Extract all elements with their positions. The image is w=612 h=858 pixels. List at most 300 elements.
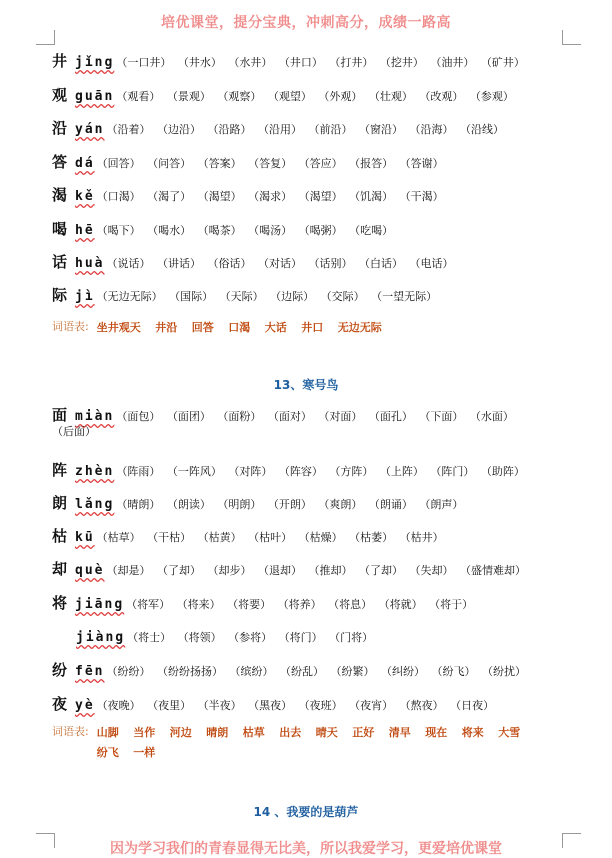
word-text: 爽朗 [329,498,352,511]
compound-word: （外观） [318,90,363,103]
compound-word: （答案） [197,157,242,170]
compound-word: （一口井） [116,56,172,69]
compound-word: （油井） [430,56,475,69]
word-text: 助阵 [491,465,514,478]
word-text: 将门 [289,631,312,644]
compound-word: （渴望） [298,190,343,203]
word-text: 讲话 [168,257,190,270]
pinyin: hē [75,223,95,238]
vocab-item: 山脚 [96,726,119,739]
compound-word: （阵容） [278,465,323,478]
compound-word: （却是） [106,564,151,577]
compound-word: （干枯） [147,531,192,544]
word-text: 阵容 [289,465,312,478]
word-text: 矿井 [491,56,514,69]
compound-word: （半夜） [197,699,242,712]
compound-word: （纷繁） [330,665,375,678]
compound-word: （观望） [267,90,312,103]
word-text: 纠纷 [392,665,414,678]
char-entry [76,630,588,645]
crop-mark-top-right [562,30,581,45]
compound-word: （缤纷） [229,665,274,678]
word-text: 沿用 [269,123,291,136]
word-text: 渴望 [208,190,231,203]
compound-word: （景观） [166,90,211,103]
vocab-item: 坐井观天 [96,321,141,334]
char-entry [52,496,564,512]
word-text: 面团 [177,410,200,423]
compound-word: （前沿） [308,123,353,136]
compound-word: （方阵） [329,465,374,478]
word-text: 井水 [188,56,211,69]
compound-word: （面孔） [368,410,413,423]
word-text: 将息 [339,598,362,611]
word-text: 纷繁 [341,665,364,678]
compound-word: （将息） [328,598,373,611]
section-title: 14 、我要的是葫芦 [253,805,359,819]
hanzi-char: 际 [52,286,68,304]
compound-word: （窗沿） [359,123,403,136]
word-text: 对话 [269,257,291,270]
word-text: 水面 [480,410,503,423]
word-text: 答谢 [410,157,433,170]
word-text: 枯井 [410,531,433,544]
compound-word: （了却） [157,564,201,577]
compound-word: （枯黄） [197,531,242,544]
page-footer: 因为学习我们的青春显得无比美，所以我爱学习，更爱培优课堂 [110,841,502,857]
compound-word: （面粉） [217,410,262,423]
compound-word: （将军） [126,598,171,611]
crop-mark-top-left [36,30,55,45]
compound-word: （喝粥） [298,224,343,237]
compound-word: （观察） [217,90,262,103]
hanzi-char: 话 [52,253,68,271]
word-text: 将要 [238,598,261,611]
pinyin: fēn [75,664,105,679]
compound-word: （电话） [409,257,454,270]
word-text: 将于 [440,598,463,611]
char-entry [52,697,564,713]
word-text: 盛情难却 [471,564,515,577]
compound-word: （枯草） [96,531,141,544]
word-text: 前沿 [319,123,342,136]
compound-word: （退却） [258,564,302,577]
word-text: 渴求 [259,190,282,203]
char-entry [52,188,564,204]
word-text: 国际 [180,290,203,303]
word-text: 沿线 [471,123,493,136]
word-text: 半夜 [208,699,231,712]
compound-word: （无边无际） [96,290,163,303]
compound-word: （观看） [116,90,161,103]
word-text: 晴朗 [127,498,150,511]
compound-word: （壮观） [368,90,413,103]
compound-word: （说话） [106,257,151,270]
word-text: 阵门 [441,465,464,478]
word-text: 纷纷 [117,665,140,678]
word-text: 答复 [259,157,282,170]
compound-word: （井水） [177,56,222,69]
compound-word: （喝水） [147,224,192,237]
pinyin: huà [75,256,105,271]
compound-word: （面包） [116,410,161,423]
hanzi-char: 沿 [52,119,68,137]
word-text: 退却 [269,564,291,577]
compound-word: （夜班） [298,699,343,712]
compound-word: （渴求） [248,190,293,203]
compound-word: （下面） [419,410,464,423]
compound-word: （水面） [469,410,514,423]
compound-word: （天际） [219,290,264,303]
vocab-item: 口渴 [228,321,251,334]
compound-word: （爽朗） [318,498,363,511]
word-text: 报答 [360,157,383,170]
word-text: 面粉 [228,410,251,423]
char-entry [52,408,564,439]
vocab-item: 无边无际 [337,321,382,334]
compound-word: （话别） [308,257,353,270]
compound-word: （将就） [378,598,423,611]
char-entry [52,663,564,679]
word-text: 面包 [127,410,150,423]
word-text: 黑夜 [259,699,282,712]
compound-word: （挖井） [379,56,424,69]
compound-word: （将要） [227,598,272,611]
compound-word: （水井） [228,56,273,69]
compound-word: （吃喝） [349,224,394,237]
char-entry [52,155,564,171]
compound-word: （对话） [258,257,302,270]
word-text: 干渴 [410,190,433,203]
word-text: 景观 [177,90,200,103]
compound-word: （边际） [270,290,315,303]
compound-word: （沿着） [106,123,151,136]
word-text: 朗声 [430,498,453,511]
word-text: 夜宵 [360,699,383,712]
compound-word: （渴望） [197,190,242,203]
vocab-item: 回答 [191,321,214,334]
word-text: 夜晚 [107,699,130,712]
compound-word: （改观） [419,90,464,103]
vocab-item: 枯草 [242,726,265,739]
compound-word: （纠纷） [381,665,425,678]
word-text: 俗话 [218,257,241,270]
word-text: 答应 [309,157,332,170]
compound-word: （报答） [349,157,394,170]
word-text: 阵雨 [127,465,150,478]
compound-word: （参观） [469,90,514,103]
compound-word: （井口） [278,56,323,69]
char-entry [52,222,564,238]
char-entry [52,88,564,104]
compound-word: （答复） [248,157,293,170]
compound-word: （熬夜） [399,699,444,712]
compound-word: （助阵） [480,465,525,478]
compound-word: （枯萎） [349,531,394,544]
word-text: 参观 [480,90,503,103]
vocab-item: 现在 [425,726,448,739]
word-text: 白话 [370,257,392,270]
compound-word: （打井） [329,56,374,69]
word-text: 干枯 [158,531,181,544]
compound-word: （将来） [176,598,221,611]
word-text: 交际 [331,290,354,303]
word-text: 将来 [187,598,210,611]
compound-word: （一阵风） [166,465,222,478]
word-text: 吃喝 [360,224,383,237]
word-text: 方阵 [340,465,363,478]
hanzi-char: 阵 [52,461,68,479]
word-text: 回答 [107,157,130,170]
word-text: 纷飞 [442,665,465,678]
compound-word: （矿井） [480,56,525,69]
compound-word: （枯燥） [298,531,343,544]
hanzi-char: 朗 [52,494,68,512]
word-text: 观望 [278,90,301,103]
word-text: 将就 [389,598,412,611]
compound-word: （讲话） [157,257,201,270]
hanzi-char: 渴 [52,186,68,204]
word-text: 缤纷 [240,665,263,678]
vocab-item: 井口 [301,321,324,334]
compound-word: （夜晚） [96,699,141,712]
compound-word: （朗声） [419,498,464,511]
word-text: 了却 [370,564,392,577]
word-text: 却是 [117,564,140,577]
word-text: 开朗 [278,498,301,511]
compound-word: （将门） [278,631,323,644]
vocab-items [97,723,527,763]
compound-word: （对面） [318,410,363,423]
word-text: 一阵风 [177,465,211,478]
compound-word: （夜里） [147,699,192,712]
compound-word: （门将） [329,631,374,644]
hanzi-char: 喝 [52,220,68,238]
vocab-item: 清早 [388,726,411,739]
word-text: 朗读 [177,498,200,511]
pinyin: jiāng [75,597,125,612]
vocab-label: 词语表: [52,725,89,738]
word-text: 答案 [208,157,231,170]
vocab-item: 河边 [169,726,192,739]
pinyin: guān [75,89,115,104]
word-text: 枯黄 [208,531,231,544]
pinyin: zhèn [75,464,115,479]
char-entry [52,529,564,545]
word-text: 明朗 [228,498,251,511]
hanzi-char: 答 [52,153,68,171]
pinyin: jiàng [76,630,126,645]
word-text: 推却 [319,564,342,577]
compound-word: （喝下） [96,224,141,237]
word-text: 喝下 [107,224,130,237]
word-text: 问答 [158,157,181,170]
word-text: 朗诵 [379,498,402,511]
word-text: 口渴 [107,190,130,203]
word-text: 将养 [288,598,311,611]
pinyin: yè [75,698,95,713]
pinyin: miàn [75,409,115,424]
hanzi-char: 观 [52,86,68,104]
pinyin: lǎng [75,497,115,512]
compound-word: （将领） [177,631,222,644]
compound-word: （开朗） [267,498,312,511]
word-text: 枯燥 [309,531,332,544]
word-text: 天际 [230,290,253,303]
word-text: 门将 [340,631,363,644]
compound-word: （面团） [166,410,211,423]
word-text: 一望无际 [382,290,427,303]
compound-word: （后面） [52,425,96,438]
compound-word: （却步） [207,564,252,577]
char-entry [52,54,564,70]
section-title: 13、寒号鸟 [273,378,339,392]
compound-word: （沿海） [409,123,454,136]
word-text: 喝水 [158,224,181,237]
compound-word: （边沿） [157,123,201,136]
compound-word: （夜宵） [349,699,394,712]
pinyin: kū [75,530,95,545]
word-text: 说话 [117,257,140,270]
hanzi-char: 枯 [52,527,68,545]
compound-word: （纷纷） [106,665,151,678]
word-text: 纷扰 [493,665,515,678]
compound-word: （问答） [147,157,192,170]
hanzi-char: 将 [52,594,68,612]
compound-word: （对阵） [228,465,273,478]
word-text: 边际 [281,290,304,303]
vocab-item: 将来 [461,726,484,739]
vocab-items [97,318,527,338]
compound-word: （口渴） [96,190,141,203]
word-text: 喝粥 [309,224,332,237]
compound-word: （推却） [308,564,353,577]
word-text: 沿路 [218,123,241,136]
char-entry [52,562,564,578]
compound-word: （答应） [298,157,343,170]
compound-word: （纷纷扬扬） [157,665,223,678]
word-text: 日夜 [461,699,484,712]
word-text: 上阵 [390,465,413,478]
compound-word: （白话） [359,257,403,270]
word-text: 下面 [430,410,453,423]
word-text: 将军 [137,598,160,611]
pinyin: yán [75,122,105,137]
word-text: 一口井 [127,56,161,69]
compound-word: （晴朗） [116,498,161,511]
word-text: 外观 [329,90,352,103]
compound-word: （交际） [320,290,365,303]
compound-word: （上阵） [379,465,424,478]
vocab-item: 出去 [279,726,302,739]
word-text: 沿海 [420,123,443,136]
compound-word: （纷乱） [280,665,324,678]
pinyin: jì [75,289,95,304]
word-text: 喝汤 [259,224,282,237]
word-text: 挖井 [390,56,413,69]
word-text: 改观 [430,90,453,103]
char-entry [52,255,564,271]
compound-word: （日夜） [450,699,495,712]
word-text: 沿着 [117,123,140,136]
compound-word: （参将） [228,631,273,644]
word-text: 将士 [138,631,161,644]
compound-word: （面对） [267,410,312,423]
vocab-item: 晴朗 [206,726,229,739]
vocab-item: 大话 [264,321,287,334]
hanzi-char: 却 [52,560,68,578]
compound-word: （将养） [277,598,322,611]
compound-word: （一望无际） [371,290,438,303]
compound-word: （沿路） [207,123,252,136]
word-text: 无边无际 [107,290,152,303]
word-text: 参将 [239,631,262,644]
word-text: 面孔 [379,410,402,423]
compound-word: （纷飞） [431,665,476,678]
compound-word: （枯井） [399,531,444,544]
vocab-item: 井沿 [155,321,178,334]
word-text: 枯萎 [360,531,383,544]
vocab-item: 晴天 [315,726,338,739]
char-entry [52,288,564,304]
word-text: 边沿 [168,123,190,136]
word-text: 了却 [168,564,190,577]
compound-word: （将士） [127,631,172,644]
word-text: 夜里 [158,699,181,712]
word-text: 纷纷扬扬 [168,665,212,678]
word-text: 话别 [319,257,342,270]
word-text: 后面 [63,425,85,438]
compound-word: （朗读） [166,498,211,511]
pinyin: kě [75,189,95,204]
compound-word: （沿线） [460,123,504,136]
vocab-item: 当作 [133,726,156,739]
compound-word: （明朗） [217,498,262,511]
word-text: 面对 [278,410,301,423]
word-text: 观察 [228,90,251,103]
word-text: 水井 [239,56,262,69]
word-text: 渴了 [158,190,181,203]
char-entry [52,463,564,479]
word-text: 熬夜 [410,699,433,712]
word-text: 喝茶 [208,224,231,237]
vocab-item: 大雪纷飞 [96,726,521,759]
word-text: 夜班 [309,699,332,712]
compound-word: （国际） [169,290,214,303]
compound-word: （枯叶） [248,531,293,544]
compound-word: （纷扰） [482,665,526,678]
word-text: 对面 [329,410,352,423]
vocab-list [52,318,527,338]
hanzi-char: 井 [52,52,68,70]
hanzi-char: 夜 [52,695,68,713]
word-text: 失却 [420,564,443,577]
compound-word: （阵门） [430,465,475,478]
compound-word: （答谢） [399,157,444,170]
word-text: 枯叶 [259,531,282,544]
compound-word: （朗诵） [368,498,413,511]
char-entry [52,596,564,612]
word-text: 饥渴 [360,190,383,203]
word-text: 窗沿 [370,123,392,136]
word-text: 却步 [218,564,241,577]
word-text: 油井 [441,56,464,69]
pinyin: què [75,563,105,578]
compound-word: （阵雨） [116,465,161,478]
compound-word: （了却） [359,564,403,577]
word-text: 将领 [188,631,211,644]
compound-word: （沿用） [258,123,302,136]
